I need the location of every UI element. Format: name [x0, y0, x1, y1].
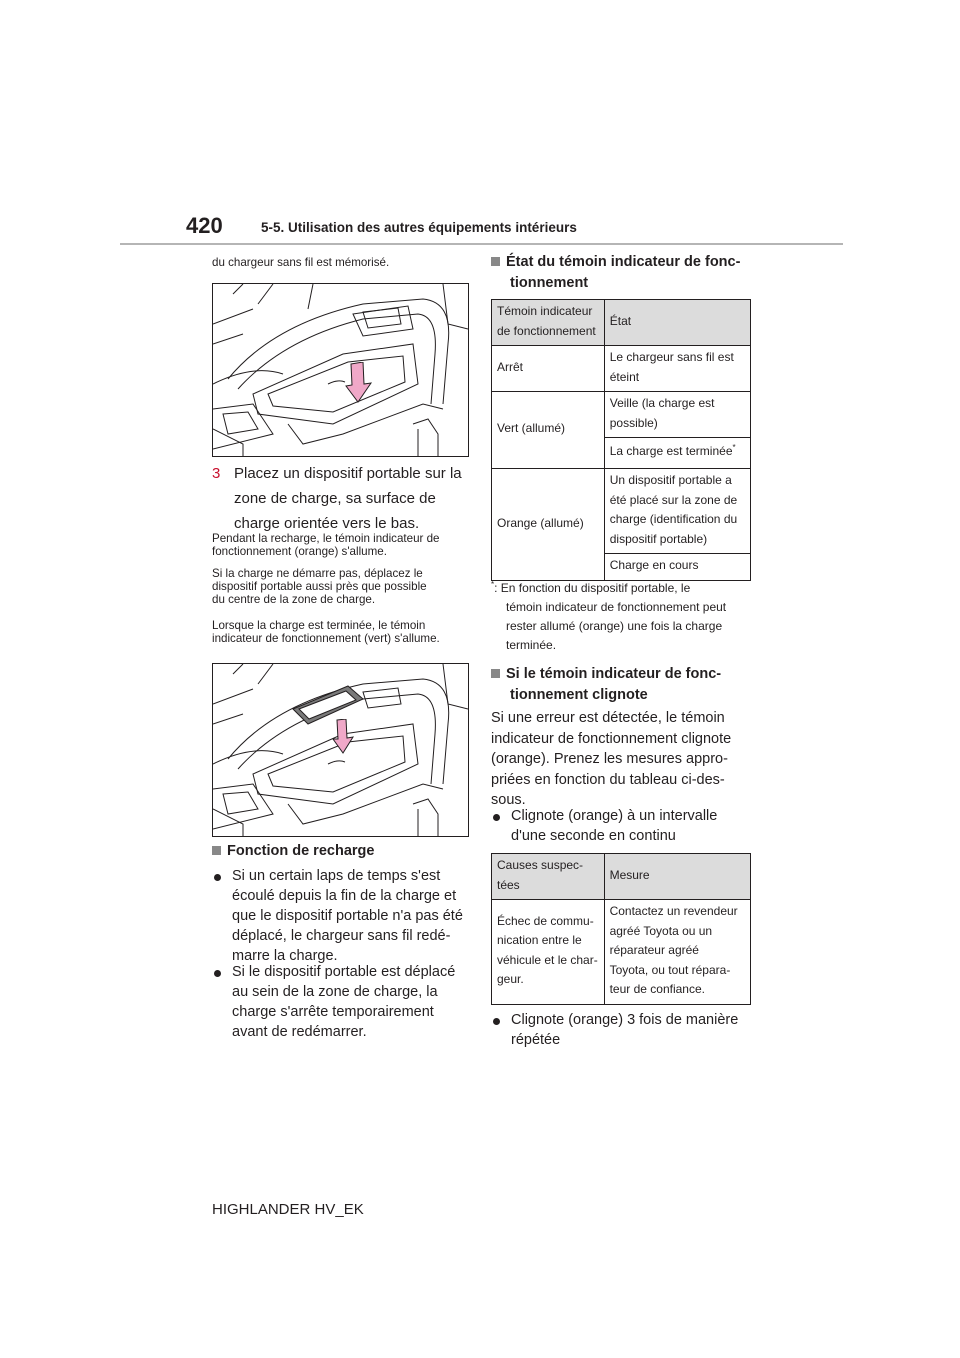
cell-line: nication entre le — [497, 933, 582, 948]
intro-text: du chargeur sans fil est mémorisé. — [212, 256, 390, 269]
bullet-line: au sein de la zone de charge, la — [232, 984, 438, 1000]
table-header-row — [492, 300, 751, 346]
footnote-marker: * — [491, 580, 495, 589]
table-header-cell — [492, 854, 605, 900]
cell-line: Témoin indicateur — [497, 304, 593, 318]
down-arrow-icon — [343, 362, 373, 404]
bullet-dot-icon — [212, 866, 232, 966]
cell-line: possible) — [609, 415, 658, 430]
bullet-line: Clignote (orange) 3 fois de manière — [511, 1012, 739, 1028]
bullet-line: que le dispositif portable n'a pas été — [232, 908, 463, 924]
fonction-heading — [212, 841, 474, 862]
table-cell — [604, 438, 750, 469]
cell-line: agréé Toyota ou un — [609, 923, 713, 938]
cell-line: été placé sur la zone de — [609, 492, 738, 507]
step-line: charge orientée vers le bas. — [234, 515, 420, 532]
note-line: Si la charge ne démarre pas, déplacez le — [212, 567, 423, 580]
table-cell: Orange (allumé) — [492, 469, 605, 581]
table-cell — [492, 900, 605, 1005]
cell-line: Toyota, ou tout répara- — [609, 962, 731, 977]
heading-line: tionnement — [510, 275, 589, 291]
bullet-line: Si un certain laps de temps s'est — [232, 868, 441, 884]
bullet-line: écoulé depuis la fin de la charge et — [232, 888, 457, 904]
cell-line: de fonctionnement — [497, 323, 596, 338]
table-header-cell — [492, 300, 605, 346]
cell-line: Contactez un revendeur — [609, 904, 738, 918]
cell-line: teur de confiance. — [609, 982, 705, 996]
table-header-cell: État — [604, 300, 750, 346]
step-line: Placez un dispositif portable sur la — [234, 465, 462, 482]
bullet-dot-icon — [212, 962, 232, 1042]
square-bullet-icon — [212, 846, 221, 855]
note-line: du centre de la zone de charge. — [212, 593, 376, 606]
bullet-dot-icon — [491, 806, 511, 846]
cell-line: Échec de commu- — [497, 913, 594, 928]
cell-line: La charge est terminée — [609, 444, 733, 459]
cell-line: véhicule et le char- — [497, 952, 598, 967]
cell-line: geur. — [497, 972, 524, 987]
square-bullet-icon — [491, 257, 500, 266]
cell-line: Causes suspec- — [497, 858, 584, 872]
note-paragraph — [212, 567, 474, 606]
bullet-line: déplacé, le chargeur sans fil redé- — [232, 928, 451, 944]
footer-model: HIGHLANDER HV_EK — [212, 1201, 364, 1218]
table-header-cell: Mesure — [604, 854, 750, 900]
body-line: indicateur de fonctionnement clignote — [491, 730, 732, 747]
header-rule — [120, 243, 843, 245]
heading-line: État du témoin indicateur de fonc- — [506, 254, 741, 270]
bullet-line: Si le dispositif portable est déplacé — [232, 964, 456, 980]
table-cell — [604, 900, 750, 1005]
table-row — [492, 392, 751, 438]
clignote-body — [491, 708, 753, 811]
page-number: 420 — [186, 213, 223, 238]
body-line: sous. — [491, 792, 526, 808]
bullet-text — [511, 806, 717, 846]
bullet-item — [491, 806, 753, 846]
bullet-text — [511, 1010, 738, 1050]
clignote-heading — [491, 664, 753, 706]
table-row — [492, 469, 751, 554]
note-line: dispositif portable aussi près que possible — [212, 580, 427, 593]
footnote — [491, 579, 753, 655]
footnote-line: : En fonction du dispositif portable, le — [494, 581, 691, 595]
table-cell: Vert (allumé) — [492, 392, 605, 469]
cell-line: Le chargeur sans fil est — [609, 350, 734, 364]
bullet-line: d'une seconde en continu — [511, 828, 676, 844]
cell-line: éteint — [609, 369, 640, 384]
cell-line: charge (identification du — [609, 512, 738, 526]
table-cell — [604, 392, 750, 438]
section-title: 5-5. Utilisation des autres équipements intérieurs — [261, 220, 577, 235]
footnote-marker: * — [732, 443, 736, 453]
step-text — [234, 461, 462, 536]
heading-line: Si le témoin indicateur de fonc- — [506, 666, 722, 682]
heading-text: Fonction de recharge — [227, 843, 375, 859]
table-header-row — [492, 854, 751, 900]
note-paragraph — [212, 532, 474, 558]
body-line: priées en fonction du tableau ci-des- — [491, 771, 725, 788]
step-3 — [212, 461, 472, 536]
down-arrow-icon — [331, 719, 355, 755]
table-row — [492, 346, 751, 392]
bullet-line: répétée — [511, 1032, 561, 1048]
etat-heading — [491, 252, 753, 294]
cell-line: Un dispositif portable a — [609, 473, 732, 487]
footnote-line: témoin indicateur de fonctionnement peut — [506, 600, 727, 614]
bullet-dot-icon — [491, 1010, 511, 1050]
bullet-line: avant de redémarrer. — [232, 1024, 367, 1040]
footnote-line: rester allumé (orange) une fois la charge — [506, 619, 723, 633]
bullet-text — [232, 866, 463, 966]
bullet-line: marre la charge. — [232, 948, 338, 964]
cell-line: tées — [497, 877, 520, 892]
bullet-item — [212, 866, 474, 966]
error-table — [491, 853, 751, 1005]
body-line: Si une erreur est détectée, le témoin — [491, 710, 725, 726]
step-number: 3 — [212, 465, 221, 482]
bullet-line: Clignote (orange) à un intervalle — [511, 808, 718, 824]
bullet-item — [491, 1010, 753, 1050]
table-cell — [604, 469, 750, 554]
illustration-phone-placed — [212, 663, 469, 837]
step-line: zone de charge, sa surface de — [234, 490, 436, 507]
note-paragraph — [212, 619, 474, 645]
note-line: Lorsque la charge est terminée, le témoin — [212, 619, 426, 632]
table-cell — [604, 346, 750, 392]
table-row — [492, 900, 751, 1005]
heading-line: tionnement clignote — [510, 687, 648, 703]
body-line: (orange). Prenez les mesures appro- — [491, 751, 728, 767]
cell-line: réparateur agréé — [609, 943, 699, 957]
bullet-item — [212, 962, 474, 1042]
square-bullet-icon — [491, 669, 500, 678]
cell-line: dispositif portable) — [609, 531, 708, 546]
footnote-line: terminée. — [506, 638, 557, 652]
cell-line: Veille (la charge est — [609, 396, 715, 410]
status-table — [491, 299, 751, 581]
note-line: Pendant la recharge, le témoin indicateur de — [212, 532, 440, 545]
table-cell: Charge en cours — [604, 554, 750, 581]
note-line: indicateur de fonctionnement (vert) s'allume. — [212, 632, 440, 645]
bullet-line: charge s'arrête temporairement — [232, 1004, 434, 1020]
bullet-text — [232, 962, 455, 1042]
illustration-console-open — [212, 283, 469, 457]
note-line: fonctionnement (orange) s'allume. — [212, 545, 387, 558]
table-cell: Arrêt — [492, 346, 605, 392]
